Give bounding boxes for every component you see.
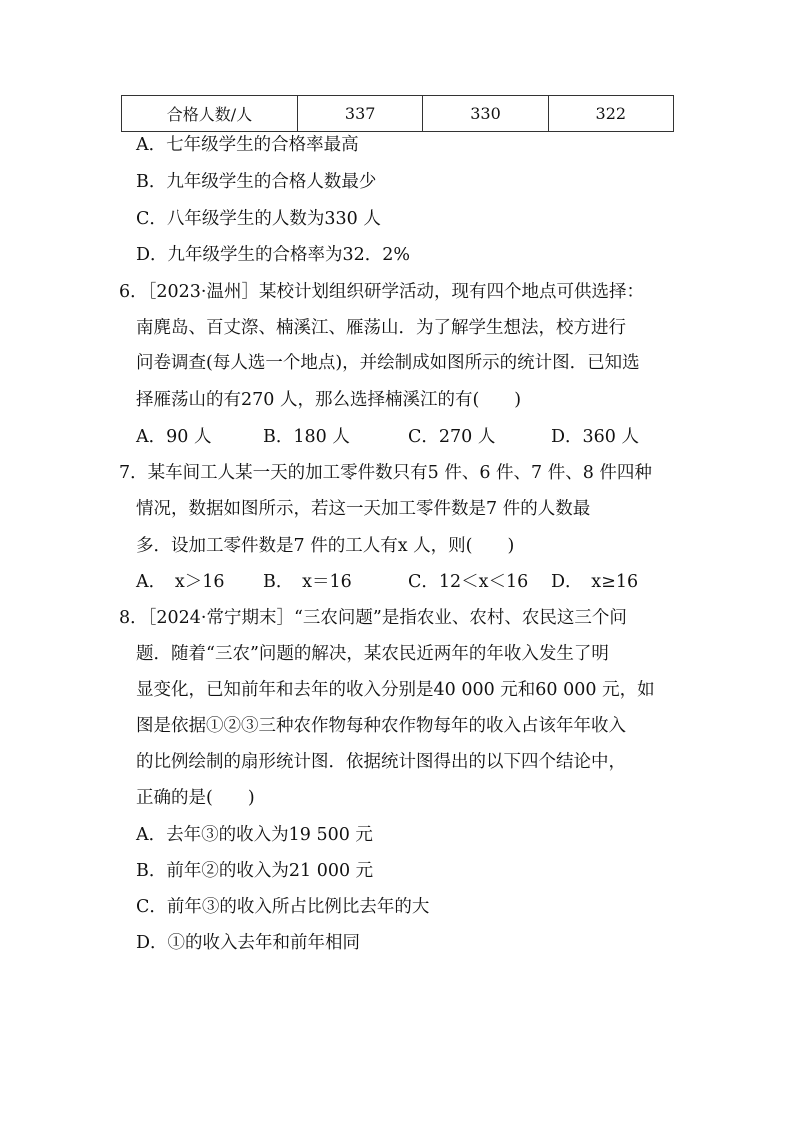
qualified-count-table [121,95,674,132]
q7-choice-a: A． x＞16 [136,572,225,592]
q8-option-d: D．①的收入去年和前年相同 [136,933,361,953]
table-row [122,96,674,132]
q7-choice-b: B． x＝16 [263,572,352,592]
q7-text-line: 7．某车间工人某一天的加工零件数只有5 件、6 件、7 件、8 件四种 [119,463,652,483]
q5-option-a: A．七年级学生的合格率最高 [136,135,359,155]
table-cell: 322 [548,96,673,132]
q6-choice-b: B．180 人 [263,427,350,447]
q5-option-d: D．九年级学生的合格率为32．2% [136,245,411,265]
q8-option-b: B．前年②的收入为21 000 元 [136,861,374,881]
q6-choice-a: A．90 人 [136,427,212,447]
table-row-label: 合格人数/人 [122,96,298,132]
q6-text-line: 择雁荡山的有270 人，那么选择楠溪江的有( ) [136,390,522,410]
q7-choice-d: D． x≥16 [551,572,639,592]
q5-option-b: B．九年级学生的合格人数最少 [136,172,377,192]
table-cell: 330 [423,96,548,132]
q5-option-c: C．八年级学生的人数为330 人 [136,209,381,229]
q8-option-c: C．前年③的收入所占比例比去年的大 [136,897,430,917]
q8-text-line: 的比例绘制的扇形统计图．依据统计图得出的以下四个结论中， [136,752,626,772]
q8-text-line: 图是依据①②③三种农作物每种农作物每年的收入占该年年收入 [136,716,626,736]
q6-text-line: 6．［2023·温州］某校计划组织研学活动，现有四个地点可供选择： [119,282,644,302]
q8-text-line: 题．随着“三农”问题的解决，某农民近两年的年收入发生了明 [136,644,609,664]
q6-text-line: 问卷调查(每人选一个地点)，并绘制成如图所示的统计图．已知选 [136,353,640,373]
q6-choice-d: D．360 人 [551,427,639,447]
table-cell: 337 [298,96,423,132]
q7-text-line: 多．设加工零件数是7 件的工人有x 人，则( ) [136,536,515,556]
q6-choice-c: C．270 人 [408,427,496,447]
q8-option-a: A．去年③的收入为19 500 元 [136,825,373,845]
q8-text-line: 正确的是( ) [136,788,255,808]
q7-choice-c: C．12＜x＜16 [408,572,529,592]
q8-text-line: 显变化，已知前年和去年的收入分别是40 000 元和60 000 元，如 [136,680,655,700]
q7-text-line: 情况，数据如图所示，若这一天加工零件数是7 件的人数最 [136,499,591,519]
q6-text-line: 南麂岛、百丈漈、楠溪江、雁荡山．为了解学生想法，校方进行 [136,318,626,338]
q8-text-line: 8．［2024·常宁期末］“三农问题”是指农业、农村、农民这三个问 [119,608,627,628]
